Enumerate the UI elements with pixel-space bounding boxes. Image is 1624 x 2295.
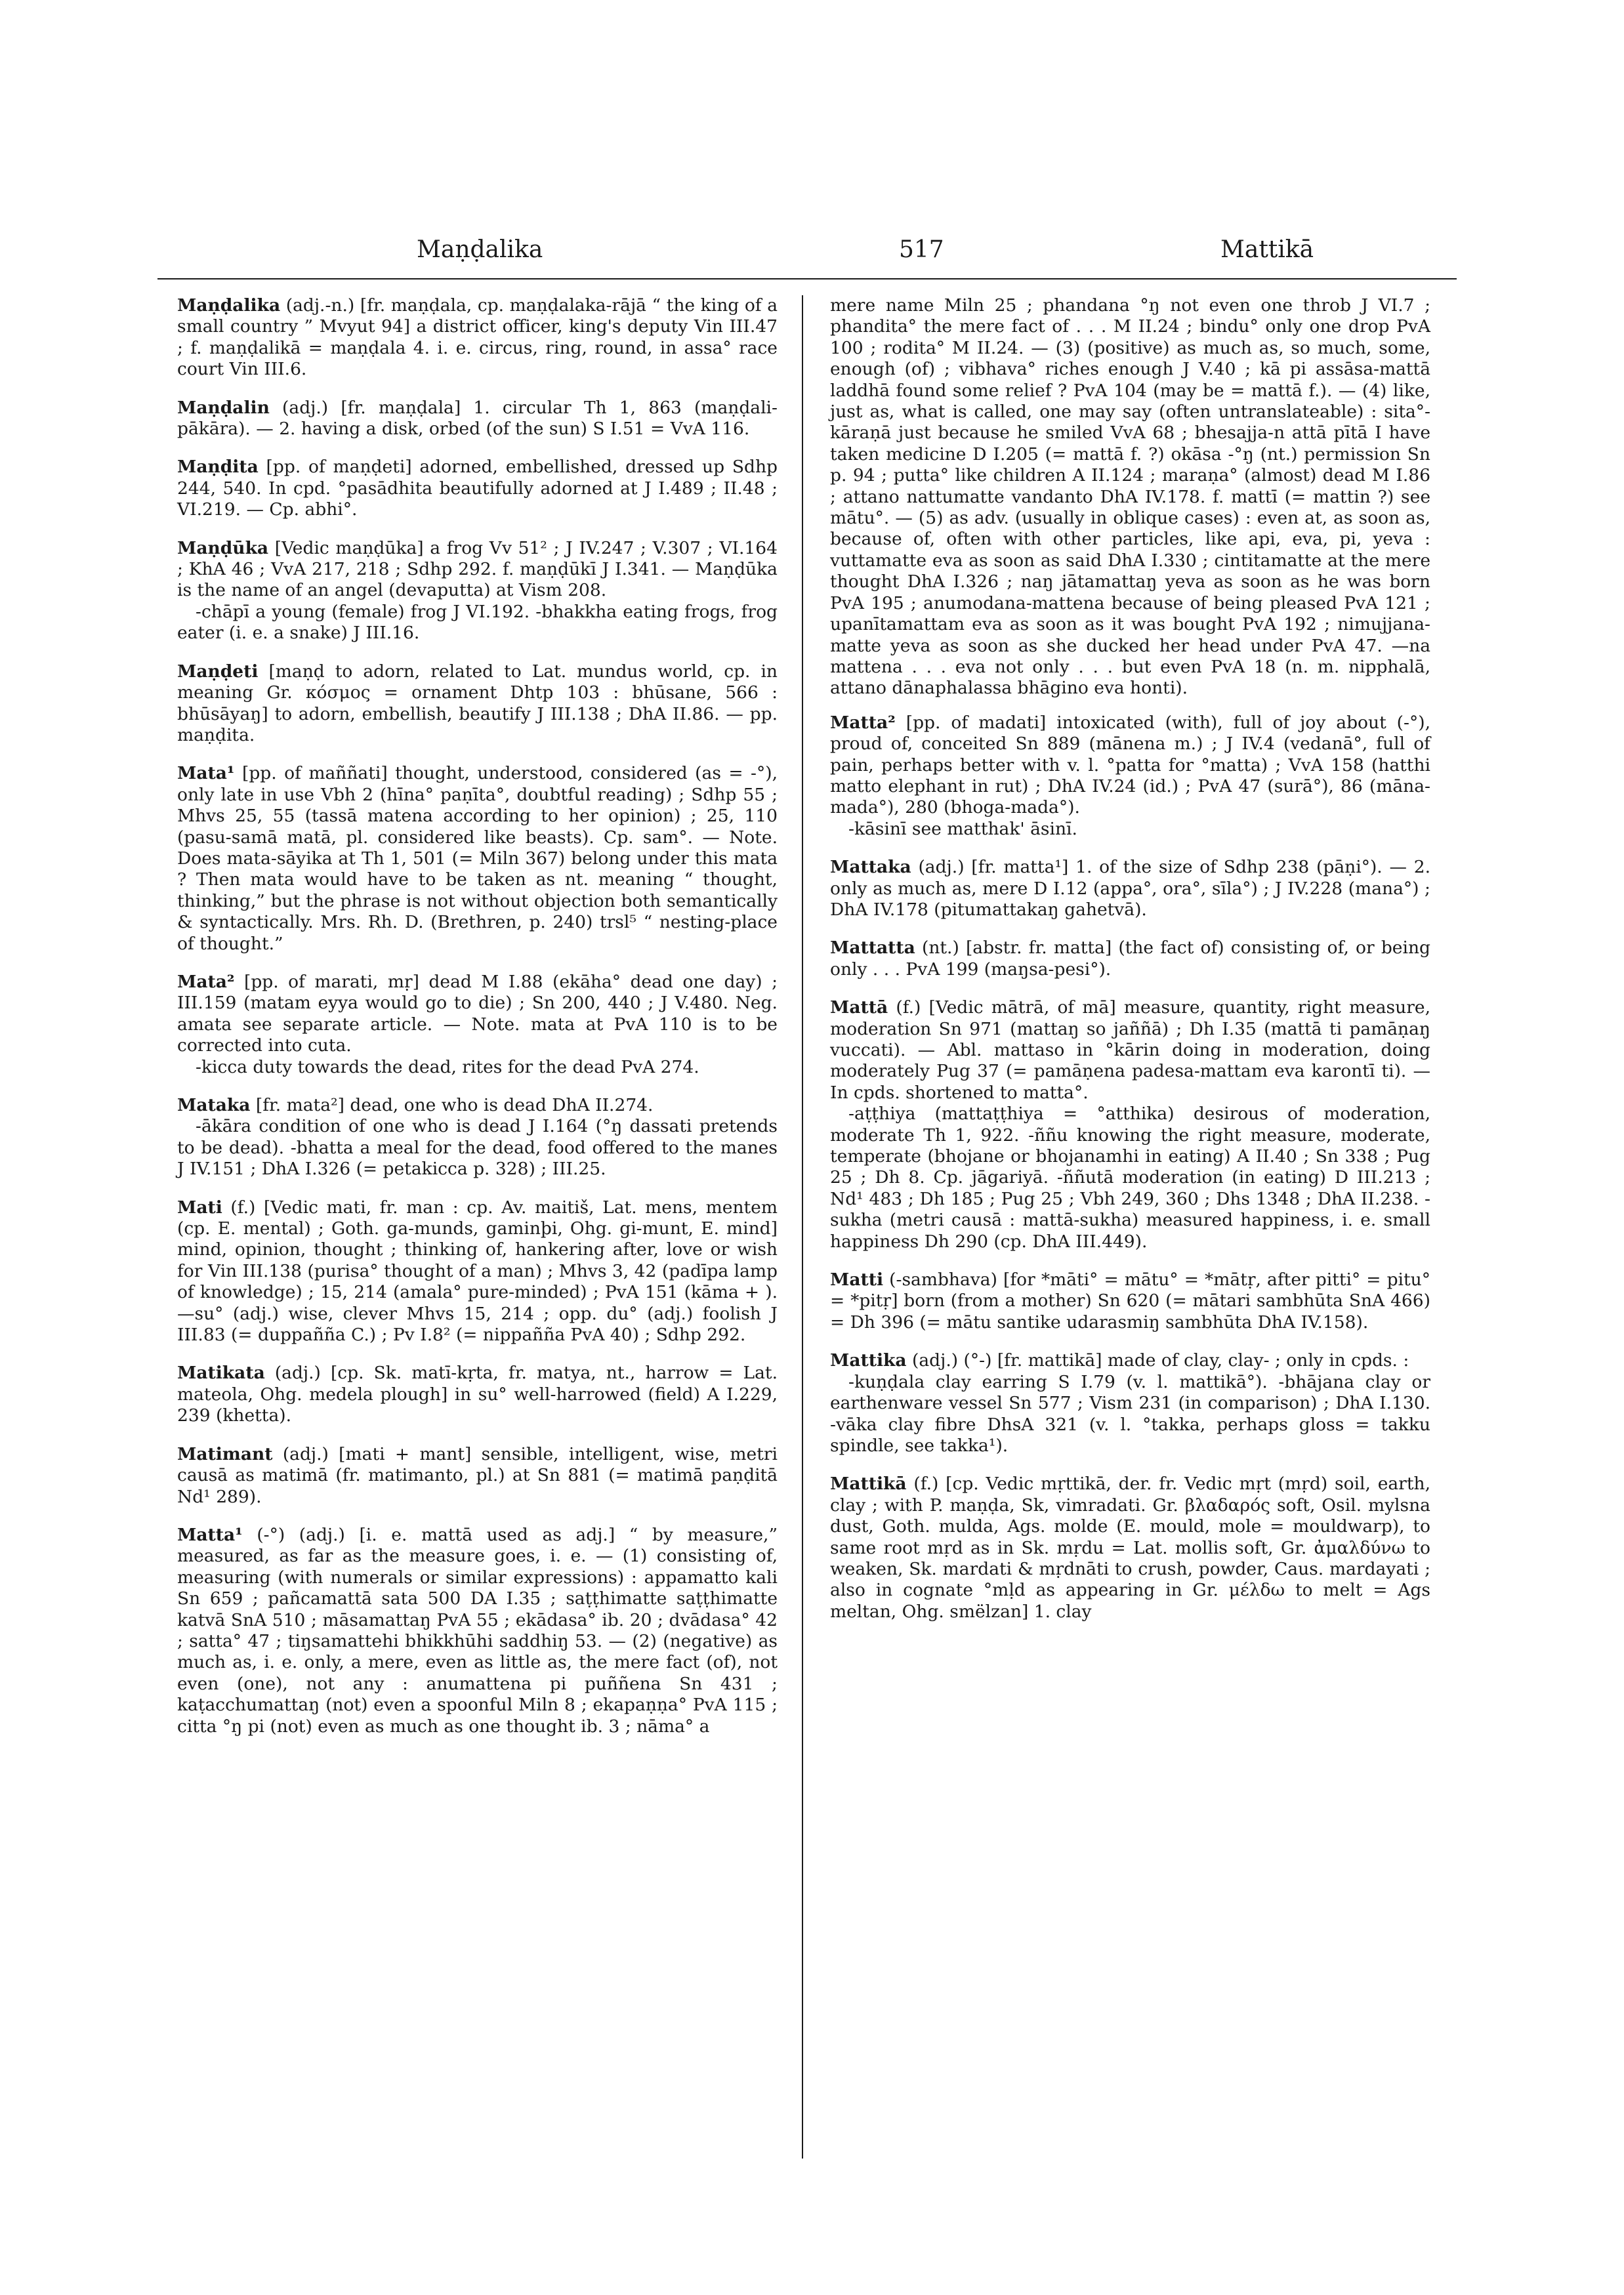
dictionary-entry: [830, 857, 1430, 920]
dictionary-entry: [830, 997, 1430, 1252]
entry-text: [fr. mata²] dead, one who is dead DhA II.274.: [250, 1095, 654, 1115]
entry-text: (adj.) [fr. matta¹] 1. of the size of Sdhp 238 (pāṇi°). — 2. only as much as, mere D I.12 (appa°, ora°, sīla°) ; J IV.228 (mana°) ; DhA IV.178 (pitumattakaŋ gahetvā).: [830, 857, 1430, 920]
entry-continuation: mere name Miln 25 ; phandana °ŋ not even one throb J VI.7 ; phandita° the mere fact of . . . M II.24 ; bindu° only one drop PvA 100 ; rodita° M II.24. — (3) (positive) as much as, so much, some, enough (of) ; vibhava° riches enough J V.40 ; kā pi assāsa-mattā laddhā found some relief ? PvA 104 (may be = mattā f.). — (4) like, just as, what is called, one may say (often untranslateable) : sita°-kāraṇā just because he smiled VvA 68 ; bhesajja-n attā pītā I have taken medicine D I.205 (= mattā f. ?) okāsa -°ŋ (nt.) permission Sn p. 94 ; putta° like children A II.124 ; maraṇa° (almost) dead M I.86 ; attano nattumatte vandanto DhA IV.178. f. mattī (= mattin ?) see mātu°. — (5) as adv. (usually in oblique cases) : even at, as soon as, because of, often with other particles, like api, eva, pi, yeva : vuttamatte eva as soon as said DhA I.330 ; cintitamatte at the mere thought DhA I.326 ; naŋ jātamattaŋ yeva as soon as he was born PvA 195 ; anumodana-mattena because of being pleased PvA 121 ; upanītamattam eva as soon as it was bought PvA 192 ; nimujjana-matte yeva as soon as she ducked her head under PvA 47. —na mattena . . . eva not only . . . but even PvA 18 (n. m. nipphalā, attano dānaphalassa bhāgino eva honti).: [830, 295, 1430, 699]
entry-text: (adj.) [cp. Sk. matī-kṛta, fr. matya, nt., harrow = Lat. mateola, Ohg. medela plough] in su° well-harrowed (field) A I.229, 239 (khetta).: [177, 1363, 778, 1426]
entry-headword: Mattā: [830, 997, 888, 1018]
entry-headword: Mati: [177, 1197, 222, 1218]
entry-text: (f.) [Vedic mātrā, of mā] measure, quantity, right measure, moderation Sn 971 (mattaŋ so jaññā) ; Dh I.35 (mattā ti pamāṇaŋ vuccati). — Abl. mattaso in °kārin doing in moderation, doing moderately Pug 37 (= pamāṇena padesa-mattam eva karontī ti). — In cpds. shortened to matta°.: [830, 997, 1430, 1103]
dictionary-entry: [830, 1474, 1430, 1623]
entry-text: (adj.) (°-) [fr. mattikā] made of clay, clay- ; only in cpds. :: [906, 1350, 1409, 1371]
entry-compounds: -ākāra condition of one who is dead J I.164 (°ŋ dassati pretends to be dead). -bhatta a meal for the dead, food offered to the manes J IV.151 ; DhA I.326 (= petakicca p. 328) ; III.25.: [177, 1116, 778, 1180]
entry-headword: Mattika: [830, 1350, 907, 1371]
dictionary-entry: [177, 1363, 778, 1426]
dictionary-entry: [177, 457, 778, 520]
dictionary-entry: [830, 938, 1430, 980]
page-number: 517: [899, 236, 944, 263]
entry-text: (adj.) [mati + mant] sensible, intelligent, wise, metri causā as matimā (fr. matimanto, pl.) at Sn 881 (= matimā paṇḍitā Nd¹ 289).: [177, 1443, 778, 1507]
entry-headword: Mattikā: [830, 1474, 907, 1495]
entry-text: (-°) (adj.) [i. e. mattā used as adj.] “ by measure,” measured, as far as the measure goes, i. e. — (1) consisting of, measuring (with numerals or similar expressions) : appamatto kali Sn 659 ; pañcamattā sata 500 DA I.35 ; saṭṭhimatte saṭṭhimatte katvā SnA 510 ; māsamattaŋ PvA 55 ; ekādasa° ib. 20 ; dvādasa° 42 ; satta° 47 ; tiŋsamattehi bhikkhūhi saddhiŋ 53. — (2) (negative) as much as, i. e. only, a mere, even as little as, the mere fact (of), not even (one), not any : anumattena pi puññena Sn 431 ; kaṭacchumattaŋ (not) even a spoonful Miln 8 ; ekapaṇṇa° PvA 115 ; citta °ŋ pi (not) even as much as one thought ib. 3 ; nāma° a: [177, 1524, 778, 1737]
entry-text: [pp. of madati] intoxicated (with), full of joy about (-°), proud of, conceited Sn 889 (mānena m.) ; J IV.4 (vedanā°, full of pain, perhaps better with v. l. °patta for °matta) ; VvA 158 (hatthi matto elephant in rut) ; DhA IV.24 (id.) ; PvA 47 (surā°), 86 (māna-mada°), 280 (bhoga-mada°).: [830, 712, 1430, 818]
entry-headword: Matikata: [177, 1363, 265, 1384]
entry-text: (adj.-n.) [fr. maṇḍala, cp. maṇḍalaka-rājā “ the king of a small country ” Mvyut 94] a district officer, king's deputy Vin III.47 ; f. maṇḍalikā = maṇḍala 4. i. e. circus, ring, round, in assa° race court Vin III.6.: [177, 295, 778, 380]
dictionary-entry: [177, 1197, 778, 1346]
entry-compounds: -kāsinī see matthak' āsinī.: [848, 818, 1077, 839]
entry-headword: Mattatta: [830, 938, 915, 959]
entry-headword: Maṇḍita: [177, 457, 259, 478]
dictionary-entry: [177, 398, 778, 440]
right-column: [830, 295, 1430, 1640]
entry-text: (f.) [Vedic mati, fr. man : cp. Av. maitiš, Lat. mens, mentem (cp. E. mental) ; Goth. ga-munds, gaminþi, Ohg. gi-munt, E. mind] mind, opinion, thought ; thinking of, hankering after, love or wish for Vin III.138 (purisa° thought of a man) ; Mhvs 3, 42 (padīpa lamp of knowledge) ; 15, 214 (amala° pure-minded) ; PvA 151 (kāma + ). —su° (adj.) wise, clever Mhvs 15, 214 ; opp. du° (adj.) foolish J III.83 (= duppañña C.) ; Pv I.8² (= nippañña PvA 40) ; Sdhp 292.: [177, 1197, 778, 1346]
dictionary-entry: [177, 538, 778, 644]
dictionary-entry: [830, 1270, 1430, 1333]
entry-text: [maṇḍ to adorn, related to Lat. mundus world, cp. in meaning Gr. κόσμος = ornament Dhtp 103 : bhūsane, 566 : bhūsāyaŋ] to adorn, embellish, beautify J III.138 ; DhA II.86. — pp. maṇḍita.: [177, 661, 778, 745]
dictionary-entry: [177, 1095, 778, 1180]
entry-headword: Maṇḍalika: [177, 295, 281, 316]
running-header: [157, 236, 1457, 279]
entry-headword: Matta¹: [177, 1524, 243, 1545]
dictionary-entry: [177, 763, 778, 955]
entry-headword: Maṇḍeti: [177, 661, 259, 682]
left-column: [177, 295, 778, 1754]
dictionary-entry: [177, 1525, 778, 1737]
entry-compounds: -chāpī a young (female) frog J VI.192. -bhakkha eating frogs, frog eater (i. e. a snake) J III.16.: [177, 601, 778, 644]
entry-text: (f.) [cp. Vedic mṛttikā, der. fr. Vedic mṛt (mṛd) soil, earth, clay ; with P. maṇḍa, Sk, vimradati. Gr. βλαδαρός soft, Osil. mylsna dust, Goth. mulda, Ags. molde (E. mould, mole = mouldwarp), to same root mṛd as in Sk. mṛdu = Lat. mollis soft, Gr. ἀμαλδύνω to weaken, Sk. mardati & mṛdnāti to crush, powder, Caus. mardayati ; also in cognate °mḷd as appearing in Gr. μέλδω to melt = Ags meltan, Ohg. smëlzan] 1. clay: [830, 1474, 1430, 1622]
header-right-guideword: Mattikā: [1220, 236, 1314, 263]
entry-text: [pp. of marati, mṛ] dead M I.88 (ekāha° dead one day) ; III.159 (matam eyya would go to die) ; Sn 200, 440 ; J V.480. Neg. amata see separate article. — Note. mata at PvA 110 is to be corrected into cuta.: [177, 971, 778, 1056]
entry-text: (-sambhava) [for *māti° = mātu° = *mātṛ, after pitti° = pitu° = *pitṛ] born (from a mother) Sn 620 (= mātari sambhūta SnA 466) = Dh 396 (= mātu santike udarasmiŋ sambhūta DhA IV.158).: [830, 1270, 1430, 1333]
entry-compounds: -kicca duty towards the dead, rites for the dead PvA 274.: [196, 1056, 699, 1077]
dictionary-entry: [177, 661, 778, 747]
entry-headword: Matta²: [830, 712, 896, 733]
dictionary-entry: [830, 1350, 1430, 1457]
entry-text: [Vedic maṇḍūka] a frog Vv 51² ; J IV.247 ; V.307 ; VI.164 ; KhA 46 ; VvA 217, 218 ; Sdhp 292. f. maṇḍūkī J I.341. — Maṇḍūka is the name of an angel (devaputta) at Vism 208.: [177, 537, 778, 601]
header-left-guideword: Maṇḍalika: [417, 236, 543, 263]
entry-headword: Mata¹: [177, 763, 235, 784]
dictionary-entry: [830, 713, 1430, 840]
entry-text: [pp. of maññati] thought, understood, considered (as = -°), only late in use Vbh 2 (hīna° paṇīta°, doubtful reading) ; Sdhp 55 ; Mhvs 25, 55 (tassā matena according to her opinion) ; 25, 110 (pasu-samā matā, pl. considered like beasts). Cp. sam°. — Note. Does mata-sāyika at Th 1, 501 (= Miln 367) belong under this mata ? Then mata would have to be taken as nt. meaning “ thought, thinking,” but the phrase is not without objection both semantically & syntactically. Mrs. Rh. D. (Brethren, p. 240) trsl⁵ “ nesting-place of thought.”: [177, 763, 778, 954]
dictionary-entry: [177, 972, 778, 1078]
entry-compounds: -aṭṭhiya (mattaṭṭhiya = °atthika) desirous of moderation, moderate Th 1, 922. -ññu knowing the right measure, moderate, temperate (bhojane or bhojanamhi in eating) A II.40 ; Sn 338 ; Pug 25 ; Dh 8. Cp. jāgariyā. -ññutā moderation (in eating) D III.213 ; Nd¹ 483 ; Dh 185 ; Pug 25 ; Vbh 249, 360 ; Dhs 1348 ; DhA II.238. -sukha (metri causā : mattā-sukha) measured happiness, i. e. small happiness Dh 290 (cp. DhA III.449).: [830, 1104, 1430, 1252]
entry-text: [pp. of maṇḍeti] adorned, embellished, dressed up Sdhp 244, 540. In cpd. °pasādhita beautifully adorned at J I.489 ; II.48 ; VI.219. — Cp. abhi°.: [177, 457, 778, 520]
entry-headword: Mattaka: [830, 857, 911, 878]
dictionary-entry: [177, 1444, 778, 1508]
dictionary-entry: [177, 295, 778, 381]
entry-text: (adj.) [fr. maṇḍala] 1. circular Th 1, 863 (maṇḍali-pākāra). — 2. having a disk, orbed (of the sun) S I.51 = VvA 116.: [177, 397, 778, 440]
entry-headword: Mataka: [177, 1095, 251, 1115]
entry-headword: Maṇḍūka: [177, 537, 269, 558]
column-divider: [802, 295, 803, 2159]
entry-headword: Mata²: [177, 971, 235, 992]
entry-headword: Matimant: [177, 1443, 273, 1464]
entry-text: (nt.) [abstr. fr. matta] (the fact of) consisting of, or being only . . . PvA 199 (maŋsa-pesi°).: [830, 938, 1430, 980]
entry-headword: Maṇḍalin: [177, 397, 270, 418]
entry-compounds: -kuṇḍala clay earring S I.79 (v. l. mattikā°). -bhājana clay or earthenware vessel Sn 577 ; Vism 231 (in comparison) ; DhA I.130. -vāka clay fibre DhsA 321 (v. l. °takka, perhaps gloss = takku spindle, see takka¹).: [830, 1371, 1430, 1456]
entry-headword: Matti: [830, 1270, 884, 1291]
